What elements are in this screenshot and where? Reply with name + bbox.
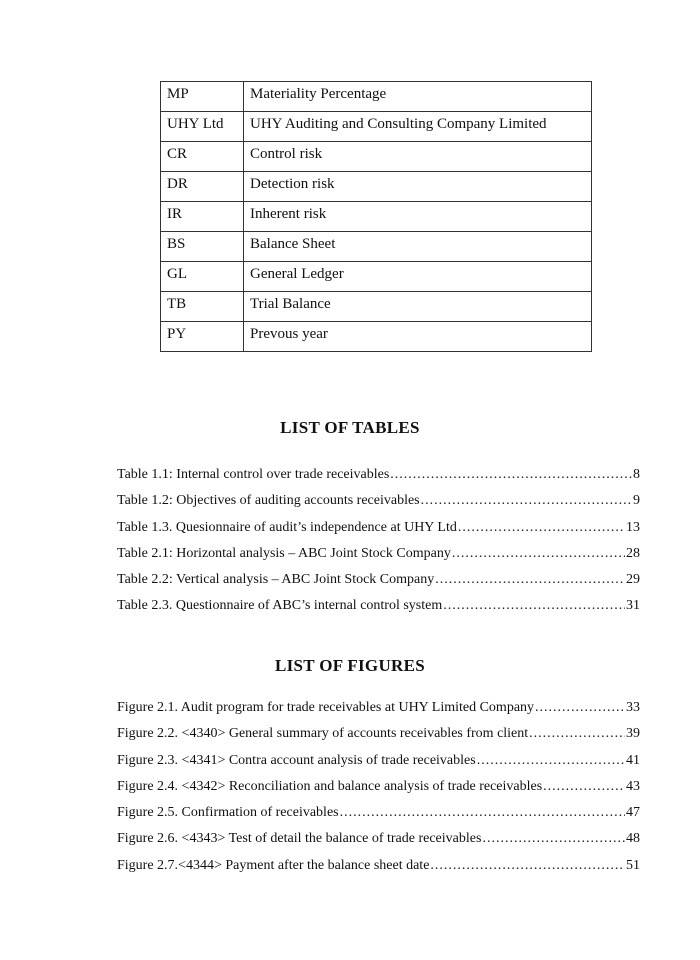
toc-entry-page: 41 <box>626 752 640 768</box>
toc-entry-figure-2-6[interactable] <box>117 831 640 857</box>
table-row <box>161 202 592 232</box>
table-row <box>161 322 592 352</box>
meaning-cell: Balance Sheet <box>244 232 592 262</box>
toc-entry-page: 13 <box>626 519 640 535</box>
table-row <box>161 172 592 202</box>
abbreviation-cell: MP <box>161 82 244 112</box>
toc-entry-title: Figure 2.1. Audit program for trade receivables at UHY Limited Company <box>117 700 535 715</box>
toc-entry-table-2-3[interactable] <box>117 598 640 624</box>
list-of-tables-heading: LIST OF TABLES <box>280 418 420 437</box>
toc-entry-title: Figure 2.7.<4344> Payment after the balance sheet date <box>117 857 430 873</box>
toc-entry-page: 29 <box>626 572 640 588</box>
abbreviation-cell: UHY Ltd <box>161 112 244 142</box>
abbreviation-cell: PY <box>161 322 244 352</box>
toc-entry-page: 28 <box>626 545 640 561</box>
dot-leader <box>435 572 625 588</box>
toc-entry-page: 33 <box>626 700 640 715</box>
abbreviations-table <box>160 81 592 352</box>
list-of-figures-heading: LIST OF FIGURES <box>275 656 425 675</box>
dot-leader <box>535 700 625 716</box>
abbreviation-cell: GL <box>161 262 244 292</box>
list-of-figures <box>117 700 640 884</box>
table-row <box>161 262 592 292</box>
abbreviation-cell: BS <box>161 232 244 262</box>
toc-entry-figure-2-1[interactable] <box>117 700 640 726</box>
toc-entry-title: Figure 2.6. <4343> Test of detail the balance of trade receivables <box>117 831 482 847</box>
toc-entry-figure-2-3[interactable] <box>117 753 640 779</box>
toc-entry-table-2-2[interactable] <box>117 572 640 598</box>
toc-entry-title: Figure 2.3. <4341> Contra account analysis of trade receivables <box>117 752 476 768</box>
dot-leader <box>430 858 625 874</box>
toc-entry-title: Figure 2.5. Confirmation of receivables <box>117 805 339 821</box>
toc-entry-title: Table 1.1: Internal control over trade receivables <box>117 467 390 482</box>
toc-entry-figure-2-7[interactable] <box>117 858 640 884</box>
toc-entry-page: 31 <box>626 598 640 614</box>
meaning-cell: Detection risk <box>244 172 592 202</box>
dot-leader <box>482 831 625 847</box>
table-row <box>161 142 592 172</box>
meaning-cell: Trial Balance <box>244 292 592 322</box>
dot-leader <box>340 805 625 821</box>
meaning-cell: Inherent risk <box>244 202 592 232</box>
toc-entry-page: 9 <box>633 493 640 509</box>
dot-leader <box>390 467 632 483</box>
table-row <box>161 112 592 142</box>
abbreviation-cell: TB <box>161 292 244 322</box>
toc-entry-table-1-3[interactable] <box>117 520 640 546</box>
toc-entry-title: Table 2.3. Questionnaire of ABC’s internal control system <box>117 598 443 614</box>
dot-leader <box>529 726 625 742</box>
toc-entry-figure-2-4[interactable] <box>117 779 640 805</box>
toc-entry-page: 8 <box>633 467 640 482</box>
toc-entry-page: 48 <box>626 831 640 847</box>
dot-leader <box>543 779 625 795</box>
dot-leader <box>421 493 632 509</box>
dot-leader <box>443 598 625 614</box>
toc-entry-title: Table 2.1: Horizontal analysis – ABC Joint Stock Company <box>117 545 451 561</box>
toc-entry-title: Table 1.2: Objectives of auditing accounts receivables <box>117 493 420 509</box>
table-row <box>161 232 592 262</box>
toc-entry-figure-2-5[interactable] <box>117 805 640 831</box>
toc-entry-page: 47 <box>626 805 640 821</box>
abbreviation-cell: DR <box>161 172 244 202</box>
toc-entry-table-2-1[interactable] <box>117 546 640 572</box>
toc-entry-page: 43 <box>626 778 640 794</box>
dot-leader <box>458 520 625 536</box>
meaning-cell: General Ledger <box>244 262 592 292</box>
toc-entry-table-1-2[interactable] <box>117 493 640 519</box>
dot-leader <box>452 546 625 562</box>
toc-entry-title: Table 2.2: Vertical analysis – ABC Joint Stock Company <box>117 572 435 588</box>
abbreviation-cell: IR <box>161 202 244 232</box>
meaning-cell: Prevous year <box>244 322 592 352</box>
list-of-tables <box>117 467 640 625</box>
toc-entry-page: 51 <box>626 857 640 873</box>
toc-entry-figure-2-2[interactable] <box>117 726 640 752</box>
toc-entry-page: 39 <box>626 726 640 742</box>
table-row <box>161 82 592 112</box>
meaning-cell: Control risk <box>244 142 592 172</box>
meaning-cell: UHY Auditing and Consulting Company Limited <box>244 112 592 142</box>
dot-leader <box>477 753 625 769</box>
table-row <box>161 292 592 322</box>
toc-entry-table-1-1[interactable] <box>117 467 640 493</box>
toc-entry-title: Figure 2.2. <4340> General summary of accounts receivables from client <box>117 726 529 742</box>
toc-entry-title: Figure 2.4. <4342> Reconciliation and balance analysis of trade receivables <box>117 778 543 794</box>
abbreviation-cell: CR <box>161 142 244 172</box>
toc-entry-title: Table 1.3. Quesionnaire of audit’s independence at UHY Ltd <box>117 519 457 535</box>
meaning-cell: Materiality Percentage <box>244 82 592 112</box>
